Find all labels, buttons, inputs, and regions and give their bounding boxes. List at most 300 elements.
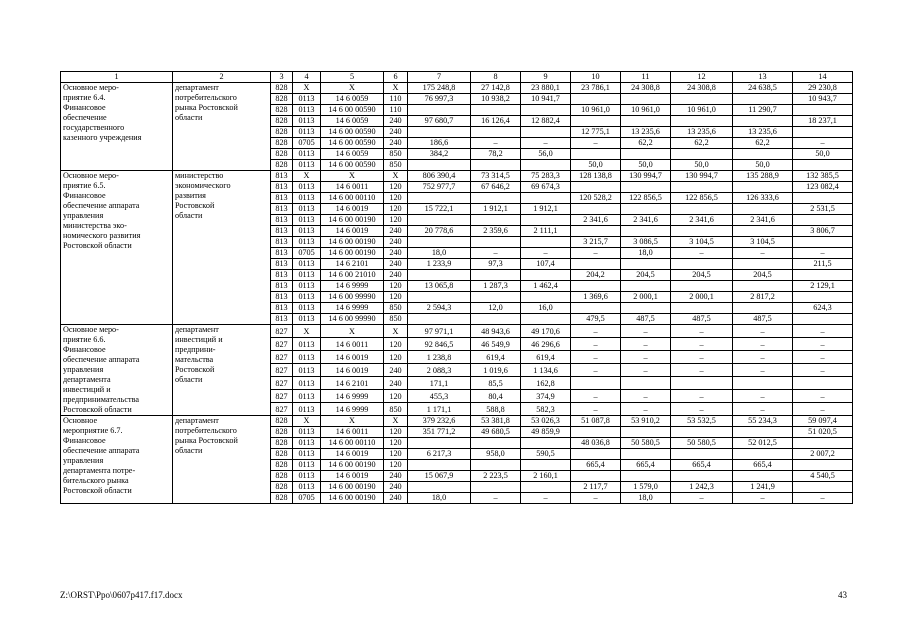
table-cell: –	[571, 138, 621, 149]
table-cell: 14 6 0019	[321, 471, 384, 482]
table-cell: 813	[271, 171, 293, 182]
table-cell: 2 129,1	[793, 281, 853, 292]
table-cell: 75 283,3	[521, 171, 571, 182]
table-cell: 813	[271, 182, 293, 193]
executor-name: департамент потребительского рынка Ростовской области	[173, 83, 271, 171]
table-cell	[571, 116, 621, 127]
table-cell: Х	[293, 83, 321, 94]
table-cell	[571, 226, 621, 237]
table-cell: –	[733, 248, 793, 259]
table-cell: 14 6 00 00190	[321, 482, 384, 493]
table-cell: 828	[271, 493, 293, 504]
table-cell: 240	[384, 493, 408, 504]
table-cell: –	[671, 403, 733, 416]
table-cell: 18,0	[621, 493, 671, 504]
table-cell	[408, 160, 471, 171]
table-cell: 97 680,7	[408, 116, 471, 127]
table-cell: 14 6 0059	[321, 94, 384, 105]
table-cell	[793, 237, 853, 248]
table-cell: –	[621, 390, 671, 403]
table-cell: 18,0	[621, 248, 671, 259]
table-cell: 14 6 00 00190	[321, 237, 384, 248]
table-cell: 1 912,1	[521, 204, 571, 215]
table-cell: 0113	[293, 127, 321, 138]
table-cell: 813	[271, 204, 293, 215]
table-cell: –	[671, 390, 733, 403]
table-cell: 240	[384, 226, 408, 237]
table-cell: 132 385,5	[793, 171, 853, 182]
table-cell	[793, 314, 853, 325]
table-cell	[571, 449, 621, 460]
executor-name: департамент потребительского рынка Ростовской области	[173, 416, 271, 504]
table-cell: 120	[384, 204, 408, 215]
table-cell: –	[571, 351, 621, 364]
table-cell: 14 6 9999	[321, 303, 384, 314]
table-cell: 240	[384, 127, 408, 138]
table-cell: 204,5	[621, 270, 671, 281]
table-cell: 665,4	[571, 460, 621, 471]
table-cell: 52 012,5	[733, 438, 793, 449]
table-cell: 0113	[293, 160, 321, 171]
table-cell: 120 528,2	[571, 193, 621, 204]
table-cell: Х	[321, 416, 384, 427]
table-cell: 14 6 00 00590	[321, 105, 384, 116]
table-cell: 135 288,9	[733, 171, 793, 182]
table-cell	[671, 427, 733, 438]
table-cell: –	[571, 248, 621, 259]
table-cell: 122 856,5	[621, 193, 671, 204]
table-cell	[571, 94, 621, 105]
table-cell: 67 646,2	[471, 182, 521, 193]
table-cell: 78,2	[471, 149, 521, 160]
table-cell: 1 912,1	[471, 204, 521, 215]
table-cell: 10 938,2	[471, 94, 521, 105]
table-cell: 211,5	[793, 259, 853, 270]
table-cell	[671, 303, 733, 314]
table-cell: 827	[271, 351, 293, 364]
table-cell: 53 026,3	[521, 416, 571, 427]
table-cell	[521, 105, 571, 116]
table-cell: 16 126,4	[471, 116, 521, 127]
table-cell: 3 104,5	[733, 237, 793, 248]
table-cell: 1 462,4	[521, 281, 571, 292]
table-cell	[571, 204, 621, 215]
table-cell: 1 287,3	[471, 281, 521, 292]
table-cell: –	[571, 338, 621, 351]
table-cell: –	[793, 390, 853, 403]
table-cell: –	[521, 248, 571, 259]
table-cell: 0113	[293, 449, 321, 460]
table-cell	[408, 482, 471, 493]
table-cell: 828	[271, 94, 293, 105]
table-cell: 850	[384, 160, 408, 171]
table-cell: 0113	[293, 364, 321, 377]
table-cell	[733, 94, 793, 105]
table-cell	[408, 215, 471, 226]
table-cell: 51 020,5	[793, 427, 853, 438]
table-cell: 120	[384, 338, 408, 351]
table-cell: 828	[271, 160, 293, 171]
table-cell: –	[521, 493, 571, 504]
table-cell: 240	[384, 482, 408, 493]
table-cell: 850	[384, 314, 408, 325]
table-cell: 0113	[293, 105, 321, 116]
table-cell: 120	[384, 292, 408, 303]
table-cell	[793, 270, 853, 281]
table-cell: 0113	[293, 215, 321, 226]
table-cell: 487,5	[671, 314, 733, 325]
table-cell: 3 104,5	[671, 237, 733, 248]
table-cell: 828	[271, 416, 293, 427]
activity-name: Основное меро- приятие 6.6. Финансовое обеспечение аппарата управления департамента инвестиций и предпринимательства Ростовской области	[61, 325, 173, 416]
table-cell	[408, 460, 471, 471]
table-cell	[408, 314, 471, 325]
table-cell: Х	[293, 325, 321, 338]
table-cell: 14 6 0019	[321, 364, 384, 377]
table-cell	[671, 377, 733, 390]
table-cell: 128 138,8	[571, 171, 621, 182]
table-cell: 752 977,7	[408, 182, 471, 193]
table-cell: Х	[293, 416, 321, 427]
table-cell: 53 381,8	[471, 416, 521, 427]
table-cell: 4 540,5	[793, 471, 853, 482]
table-cell: –	[521, 138, 571, 149]
table-cell: 186,6	[408, 138, 471, 149]
column-header: 8	[471, 72, 521, 83]
table-cell	[733, 303, 793, 314]
table-cell: 120	[384, 215, 408, 226]
table-cell: –	[671, 351, 733, 364]
table-cell: –	[571, 390, 621, 403]
table-cell: 14 6 9999	[321, 390, 384, 403]
table-cell: 0113	[293, 149, 321, 160]
table-cell: 171,1	[408, 377, 471, 390]
table-cell: 2 007,2	[793, 449, 853, 460]
table-cell: –	[471, 138, 521, 149]
table-cell: 828	[271, 149, 293, 160]
table-cell: Х	[384, 83, 408, 94]
table-cell: 13 235,6	[621, 127, 671, 138]
table-cell: –	[793, 493, 853, 504]
table-cell: 10 961,0	[621, 105, 671, 116]
table-cell	[571, 281, 621, 292]
table-cell: 14 6 00 99990	[321, 292, 384, 303]
table-cell	[621, 116, 671, 127]
table-cell: Х	[293, 171, 321, 182]
table-cell: 240	[384, 237, 408, 248]
column-header: 2	[173, 72, 271, 83]
table-cell	[471, 438, 521, 449]
table-cell: –	[621, 351, 671, 364]
table-cell: –	[471, 248, 521, 259]
table-cell	[621, 377, 671, 390]
table-cell	[671, 94, 733, 105]
table-cell: 120	[384, 390, 408, 403]
table-cell: 813	[271, 215, 293, 226]
table-cell: 1 134,6	[521, 364, 571, 377]
table-cell: 29 230,8	[793, 83, 853, 94]
table-cell: 62,2	[671, 138, 733, 149]
table-cell: –	[671, 364, 733, 377]
table-cell	[571, 259, 621, 270]
column-header: 5	[321, 72, 384, 83]
table-cell	[793, 377, 853, 390]
table-cell	[621, 149, 671, 160]
table-cell	[671, 204, 733, 215]
table-cell	[733, 259, 793, 270]
table-cell	[671, 449, 733, 460]
table-cell: 806 390,4	[408, 171, 471, 182]
table-row	[61, 325, 853, 338]
table-cell: –	[621, 403, 671, 416]
table-cell: 53 532,5	[671, 416, 733, 427]
table-cell: 50,0	[621, 160, 671, 171]
table-cell: 53 910,2	[621, 416, 671, 427]
table-cell: 2 359,6	[471, 226, 521, 237]
table-cell: 73 314,5	[471, 171, 521, 182]
table-cell	[571, 149, 621, 160]
table-cell	[621, 281, 671, 292]
table-cell: 240	[384, 138, 408, 149]
column-header: 4	[293, 72, 321, 83]
table-cell: 14 6 00 00190	[321, 493, 384, 504]
table-cell: 175 248,8	[408, 83, 471, 94]
table-cell: 120	[384, 460, 408, 471]
table-cell: 46 296,6	[521, 338, 571, 351]
table-cell: 665,4	[733, 460, 793, 471]
table-cell: 813	[271, 303, 293, 314]
table-cell: 12 775,1	[571, 127, 621, 138]
table-cell: 827	[271, 325, 293, 338]
table-cell: 240	[384, 471, 408, 482]
table-cell: 14 6 00 00590	[321, 138, 384, 149]
table-cell: 0113	[293, 94, 321, 105]
table-cell: 122 856,5	[671, 193, 733, 204]
table-cell: –	[793, 351, 853, 364]
table-cell: 120	[384, 427, 408, 438]
table-cell: 487,5	[621, 314, 671, 325]
table-cell: 0113	[293, 259, 321, 270]
table-cell	[793, 215, 853, 226]
budget-table	[60, 71, 853, 504]
table-cell: 6 217,3	[408, 449, 471, 460]
table-cell: 107,4	[521, 259, 571, 270]
table-cell: Х	[321, 325, 384, 338]
table-cell: –	[671, 338, 733, 351]
column-header: 12	[671, 72, 733, 83]
column-header: 10	[571, 72, 621, 83]
page-number: 43	[838, 590, 847, 600]
table-cell	[521, 460, 571, 471]
table-cell: 14 6 9999	[321, 403, 384, 416]
table-cell: –	[793, 325, 853, 338]
table-cell: 0113	[293, 226, 321, 237]
table-cell: 1 171,1	[408, 403, 471, 416]
table-cell	[571, 427, 621, 438]
table-cell: 813	[271, 226, 293, 237]
table-cell	[621, 303, 671, 314]
table-cell: –	[793, 248, 853, 259]
column-header: 13	[733, 72, 793, 83]
table-cell: 13 235,6	[733, 127, 793, 138]
table-cell: 624,3	[793, 303, 853, 314]
table-cell: 10 961,0	[571, 105, 621, 116]
table-cell: 120	[384, 438, 408, 449]
table-cell: 24 308,8	[671, 83, 733, 94]
table-cell: 0113	[293, 427, 321, 438]
table-cell: –	[471, 493, 521, 504]
table-cell: –	[793, 338, 853, 351]
table-cell: 120	[384, 449, 408, 460]
table-cell	[793, 460, 853, 471]
table-cell: 14 6 0011	[321, 338, 384, 351]
table-cell: 351 771,2	[408, 427, 471, 438]
table-cell: 18,0	[408, 248, 471, 259]
table-cell: 850	[384, 149, 408, 160]
table-cell: 14 6 2101	[321, 377, 384, 390]
table-cell: 1 579,0	[621, 482, 671, 493]
table-cell: 2 341,6	[671, 215, 733, 226]
table-cell	[671, 116, 733, 127]
table-cell	[471, 215, 521, 226]
table-cell: 240	[384, 116, 408, 127]
table-cell: 0113	[293, 377, 321, 390]
table-cell	[621, 427, 671, 438]
table-cell	[571, 182, 621, 193]
table-cell: 48 943,6	[471, 325, 521, 338]
table-cell: 0705	[293, 493, 321, 504]
table-cell: –	[571, 325, 621, 338]
table-cell: 0113	[293, 460, 321, 471]
table-cell	[408, 270, 471, 281]
table-cell: 958,0	[471, 449, 521, 460]
table-cell	[733, 204, 793, 215]
table-cell	[408, 127, 471, 138]
table-cell: Х	[321, 83, 384, 94]
table-cell: 813	[271, 270, 293, 281]
table-cell: 828	[271, 116, 293, 127]
table-cell	[733, 281, 793, 292]
table-cell: 10 943,7	[793, 94, 853, 105]
table-cell: –	[793, 364, 853, 377]
table-cell: 24 308,8	[621, 83, 671, 94]
table-cell: 2 160,1	[521, 471, 571, 482]
table-cell: 0113	[293, 270, 321, 281]
table-cell: 50,0	[793, 149, 853, 160]
table-cell	[571, 471, 621, 482]
column-header: 3	[271, 72, 293, 83]
table-cell: 110	[384, 94, 408, 105]
table-cell	[521, 215, 571, 226]
table-cell: –	[733, 493, 793, 504]
table-cell	[471, 105, 521, 116]
table-cell: 0705	[293, 248, 321, 259]
table-cell	[471, 127, 521, 138]
table-cell: 665,4	[621, 460, 671, 471]
table-cell: 204,5	[671, 270, 733, 281]
table-cell: 120	[384, 351, 408, 364]
table-cell: 14 6 9999	[321, 281, 384, 292]
table-cell: 50 580,5	[671, 438, 733, 449]
column-header: 1	[61, 72, 173, 83]
table-cell: 0113	[293, 403, 321, 416]
table-cell: 14 6 00 00110	[321, 438, 384, 449]
table-cell: 0113	[293, 182, 321, 193]
table-cell	[793, 193, 853, 204]
table-cell	[793, 160, 853, 171]
table-cell: 55 234,3	[733, 416, 793, 427]
table-cell: –	[793, 403, 853, 416]
table-cell: 2 531,5	[793, 204, 853, 215]
table-cell: 85,5	[471, 377, 521, 390]
table-cell: 24 638,5	[733, 83, 793, 94]
table-cell	[671, 149, 733, 160]
table-cell	[471, 270, 521, 281]
table-cell: 14 6 0019	[321, 449, 384, 460]
table-cell	[471, 460, 521, 471]
table-cell	[471, 237, 521, 248]
table-cell: 827	[271, 364, 293, 377]
table-cell: 50 580,5	[621, 438, 671, 449]
table-cell: Х	[321, 171, 384, 182]
table-cell: –	[733, 338, 793, 351]
table-cell: 92 846,5	[408, 338, 471, 351]
table-cell: 97 971,1	[408, 325, 471, 338]
table-cell	[793, 482, 853, 493]
table-cell: 69 674,3	[521, 182, 571, 193]
table-cell: 828	[271, 427, 293, 438]
table-cell	[671, 182, 733, 193]
table-cell: 14 6 00 00190	[321, 460, 384, 471]
table-cell: 0113	[293, 281, 321, 292]
table-cell: 14 6 0011	[321, 427, 384, 438]
table-cell: 12,0	[471, 303, 521, 314]
table-cell: 130 994,7	[671, 171, 733, 182]
table-cell: 110	[384, 105, 408, 116]
table-cell: 18 237,1	[793, 116, 853, 127]
table-cell: 0113	[293, 193, 321, 204]
table-cell: 240	[384, 364, 408, 377]
table-cell	[671, 259, 733, 270]
table-cell: 14 6 0019	[321, 226, 384, 237]
table-cell: 0113	[293, 237, 321, 248]
table-row	[61, 83, 853, 94]
table-cell	[471, 292, 521, 303]
table-cell: –	[733, 390, 793, 403]
table-cell	[733, 377, 793, 390]
table-cell: 379 232,6	[408, 416, 471, 427]
table-cell: 828	[271, 460, 293, 471]
table-cell	[521, 160, 571, 171]
table-cell: 0113	[293, 471, 321, 482]
table-cell: 2 111,1	[521, 226, 571, 237]
table-cell: 120	[384, 281, 408, 292]
table-cell: 14 6 00 00110	[321, 193, 384, 204]
table-cell	[408, 237, 471, 248]
table-cell: 13 235,6	[671, 127, 733, 138]
table-cell: –	[571, 403, 621, 416]
table-cell: 49 680,5	[471, 427, 521, 438]
table-cell: 62,2	[621, 138, 671, 149]
table-cell: 813	[271, 193, 293, 204]
table-cell: 813	[271, 259, 293, 270]
table-cell: 56,0	[521, 149, 571, 160]
table-cell	[793, 292, 853, 303]
table-cell: 14 6 00 00190	[321, 215, 384, 226]
table-cell: 3 215,7	[571, 237, 621, 248]
table-cell: –	[671, 493, 733, 504]
column-header: 7	[408, 72, 471, 83]
